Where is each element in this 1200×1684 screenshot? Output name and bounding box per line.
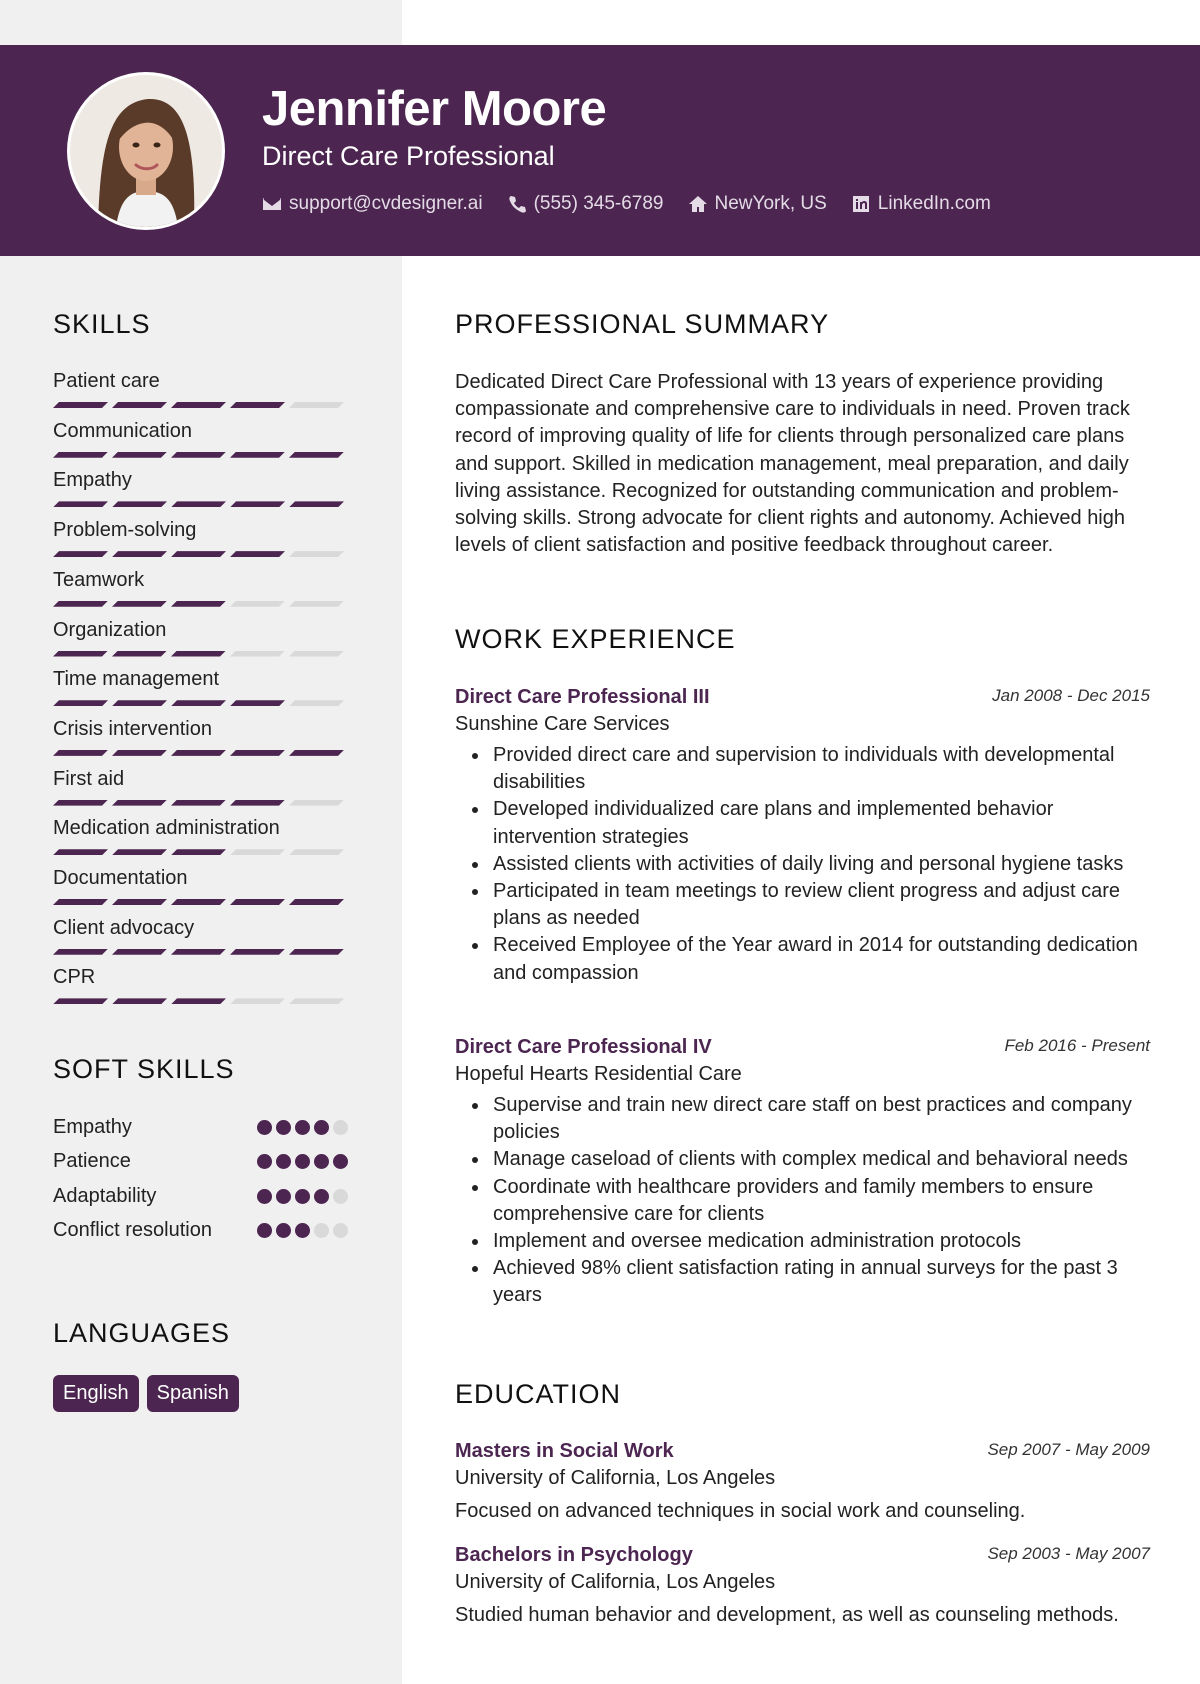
skill-level-segment	[53, 949, 108, 955]
education-entry	[455, 1440, 1150, 1523]
soft-skill-item	[53, 1183, 348, 1210]
soft-skill-item	[53, 1114, 348, 1141]
candidate-title: Direct Care Professional	[262, 141, 555, 171]
skill-level-bar	[53, 849, 348, 855]
skill-level-segment	[289, 849, 344, 855]
contact-email[interactable]	[262, 193, 483, 215]
skill-name: Teamwork	[53, 568, 145, 591]
skill-level-segment	[112, 402, 167, 408]
skill-item	[53, 917, 348, 955]
skill-item	[53, 966, 348, 1004]
skill-level-segment	[53, 998, 108, 1004]
soft-skill-name: Adaptability	[53, 1185, 157, 1207]
job-bullets	[455, 1092, 1150, 1310]
skill-level-segment	[230, 849, 285, 855]
skill-level-segment	[53, 551, 108, 557]
skill-name: Time management	[53, 668, 219, 691]
skill-level-bar	[53, 402, 348, 408]
skill-level-bar	[53, 750, 348, 756]
skill-level-segment	[112, 750, 167, 756]
job-bullet: Participated in team meetings to review client progress and adjust care plans as needed	[455, 878, 1150, 932]
job-bullet: Developed individualized care plans and implemented behavior intervention strategies	[455, 796, 1150, 850]
skill-level-segment	[171, 551, 226, 557]
language-badge: Spanish	[147, 1375, 239, 1412]
job-company: Sunshine Care Services	[455, 713, 670, 735]
skill-level-segment	[53, 800, 108, 806]
header-banner	[0, 45, 1200, 256]
linkedin-icon	[851, 194, 871, 214]
skill-level-segment	[230, 551, 285, 557]
rating-dot	[276, 1154, 291, 1169]
soft-skill-name: Empathy	[53, 1116, 132, 1138]
contact-phone[interactable]	[507, 193, 664, 215]
avatar	[67, 72, 225, 230]
skill-name: CPR	[53, 966, 96, 989]
skill-level-bar	[53, 452, 348, 458]
rating-dot	[295, 1189, 310, 1204]
skill-level-segment	[53, 700, 108, 706]
skill-level-segment	[53, 651, 108, 657]
envelope-icon	[262, 194, 282, 214]
job-bullets	[455, 742, 1150, 987]
skill-level-bar	[53, 651, 348, 657]
skill-level-bar	[53, 899, 348, 905]
skill-level-segment	[289, 700, 344, 706]
skill-level-segment	[112, 899, 167, 905]
skill-level-segment	[289, 998, 344, 1004]
skill-level-segment	[171, 849, 226, 855]
languages-list	[53, 1375, 247, 1412]
skill-item	[53, 569, 348, 607]
skill-name: First aid	[53, 767, 125, 790]
skill-level-segment	[171, 998, 226, 1004]
skill-level-bar	[53, 501, 348, 507]
school-name: University of California, Los Angeles	[455, 1467, 776, 1489]
contact-row	[262, 193, 1015, 215]
job-bullet: Achieved 98% client satisfaction rating in annual surveys for the past 3 years	[455, 1255, 1150, 1309]
rating-dot	[257, 1120, 272, 1135]
skill-item	[53, 619, 348, 657]
skill-name: Documentation	[53, 867, 188, 889]
skill-level-segment	[112, 949, 167, 955]
skill-name: Organization	[53, 618, 167, 641]
skill-level-segment	[112, 849, 167, 855]
rating-dot	[295, 1120, 310, 1135]
skill-name: Empathy	[53, 469, 132, 492]
skill-level-segment	[289, 750, 344, 756]
job-bullet: Implement and oversee medication administration protocols	[455, 1228, 1150, 1255]
education-heading: EDUCATION	[455, 1379, 622, 1409]
skill-level-segment	[112, 601, 167, 607]
skill-level-segment	[171, 501, 226, 507]
job-bullet: Manage caseload of clients with complex medical and behavioral needs	[455, 1146, 1150, 1173]
skill-level-segment	[53, 750, 108, 756]
skill-level-segment	[53, 899, 108, 905]
job-company: Hopeful Hearts Residential Care	[455, 1063, 742, 1085]
soft-skill-name: Patience	[53, 1150, 131, 1172]
degree-title: Masters in Social Work	[455, 1440, 674, 1462]
skill-level-segment	[230, 601, 285, 607]
rating-dot	[295, 1223, 310, 1238]
soft-skill-rating	[253, 1189, 348, 1210]
rating-dot	[314, 1154, 329, 1169]
soft-skill-rating	[253, 1223, 348, 1244]
skill-level-segment	[171, 750, 226, 756]
soft-skill-rating	[253, 1120, 348, 1141]
contact-linkedin-text: LinkedIn.com	[877, 193, 991, 214]
school-name: University of California, Los Angeles	[455, 1571, 776, 1593]
skill-item	[53, 817, 348, 855]
skill-level-segment	[289, 551, 344, 557]
skill-level-bar	[53, 800, 348, 806]
education-dates: Sep 2007 - May 2009	[987, 1440, 1150, 1459]
job-dates: Feb 2016 - Present	[1004, 1036, 1150, 1055]
rating-dot	[333, 1154, 348, 1169]
skill-level-segment	[289, 899, 344, 905]
experience-entry	[455, 1036, 1150, 1310]
skill-level-segment	[112, 501, 167, 507]
contact-linkedin[interactable]	[851, 193, 991, 215]
job-bullet: Received Employee of the Year award in 2014 for outstanding dedication and compassion	[455, 932, 1150, 986]
skill-item	[53, 469, 348, 507]
education-entry	[455, 1544, 1150, 1627]
skill-name: Problem-solving	[53, 519, 197, 542]
rating-dot	[276, 1189, 291, 1204]
skill-level-segment	[230, 452, 285, 458]
skill-item	[53, 867, 348, 905]
rating-dot	[276, 1120, 291, 1135]
skill-level-segment	[171, 949, 226, 955]
skill-level-segment	[230, 800, 285, 806]
candidate-name: Jennifer Moore	[262, 82, 607, 136]
soft-skill-item	[53, 1148, 348, 1175]
languages-heading: LANGUAGES	[53, 1318, 231, 1348]
skill-name: Medication administration	[53, 817, 280, 840]
skill-level-segment	[112, 800, 167, 806]
skill-name: Communication	[53, 419, 192, 442]
skill-level-segment	[171, 899, 226, 905]
skill-level-segment	[171, 800, 226, 806]
skill-item	[53, 768, 348, 806]
skill-level-segment	[289, 601, 344, 607]
skill-level-segment	[289, 501, 344, 507]
skill-level-segment	[112, 700, 167, 706]
rating-dot	[257, 1189, 272, 1204]
skill-level-segment	[171, 402, 226, 408]
skill-level-bar	[53, 551, 348, 557]
skill-level-segment	[230, 949, 285, 955]
home-icon	[688, 194, 708, 214]
skill-level-segment	[112, 551, 167, 557]
experience-heading: WORK EXPERIENCE	[455, 624, 736, 654]
skill-level-segment	[112, 998, 167, 1004]
phone-icon	[507, 194, 527, 214]
profile-photo	[70, 75, 222, 227]
soft-skill-item	[53, 1217, 348, 1244]
skill-item	[53, 668, 348, 706]
education-description: Studied human behavior and development, as well as counseling methods.	[455, 1604, 1119, 1626]
summary-text: Dedicated Direct Care Professional with 13 years of experience providing compassionate and comprehensive care to individuals in need. Proven track record of improving quality of life for clients through personalized care plans and support. Skilled in medication management, meal preparation, and daily living assistance. Recognized for outstanding communication and problem-solving skills. Strong advocate for client rights and autonomy. Achieved high levels of client satisfaction and positive feedback throughout career.	[455, 371, 1130, 557]
skill-item	[53, 420, 348, 458]
job-bullet: Supervise and train new direct care staff on best practices and company policies	[455, 1092, 1150, 1146]
rating-dot	[257, 1223, 272, 1238]
skill-name: Patient care	[53, 370, 160, 392]
rating-dot	[333, 1189, 348, 1204]
skill-level-bar	[53, 700, 348, 706]
contact-location[interactable]	[688, 193, 827, 215]
soft-skill-rating	[253, 1154, 348, 1175]
job-title: Direct Care Professional III	[455, 686, 710, 708]
skill-level-segment	[230, 998, 285, 1004]
skill-level-segment	[230, 651, 285, 657]
skill-level-segment	[230, 402, 285, 408]
skill-level-segment	[230, 700, 285, 706]
skill-item	[53, 370, 348, 408]
skill-level-segment	[289, 402, 344, 408]
rating-dot	[295, 1154, 310, 1169]
job-title: Direct Care Professional IV	[455, 1036, 712, 1058]
skill-level-segment	[53, 452, 108, 458]
job-bullet: Provided direct care and supervision to individuals with developmental disabilities	[455, 742, 1150, 796]
rating-dot	[333, 1120, 348, 1135]
rating-dot	[276, 1223, 291, 1238]
skill-level-segment	[53, 402, 108, 408]
skill-item	[53, 519, 348, 557]
skill-level-bar	[53, 601, 348, 607]
rating-dot	[333, 1223, 348, 1238]
contact-location-text: NewYork, US	[714, 193, 827, 214]
skill-name: Crisis intervention	[53, 717, 212, 740]
contact-email-text: support@cvdesigner.ai	[289, 193, 483, 214]
soft-skill-name: Conflict resolution	[53, 1219, 212, 1241]
job-bullet: Coordinate with healthcare providers and family members to ensure comprehensive care for clients	[455, 1174, 1150, 1228]
skill-name: Client advocacy	[53, 916, 195, 939]
contact-phone-text: (555) 345-6789	[533, 193, 664, 214]
skill-level-segment	[289, 452, 344, 458]
skill-level-segment	[289, 651, 344, 657]
skill-level-segment	[53, 501, 108, 507]
degree-title: Bachelors in Psychology	[455, 1544, 693, 1566]
skill-level-bar	[53, 949, 348, 955]
skill-level-segment	[53, 601, 108, 607]
rating-dot	[314, 1223, 329, 1238]
skills-heading: SKILLS	[53, 309, 151, 339]
skill-level-segment	[171, 700, 226, 706]
skill-level-segment	[230, 899, 285, 905]
skill-level-segment	[230, 501, 285, 507]
skill-level-segment	[171, 651, 226, 657]
rating-dot	[257, 1154, 272, 1169]
skill-level-segment	[289, 949, 344, 955]
education-dates: Sep 2003 - May 2007	[987, 1544, 1150, 1563]
skill-item	[53, 718, 348, 756]
job-bullet: Assisted clients with activities of daily living and personal hygiene tasks	[455, 851, 1150, 878]
rating-dot	[314, 1120, 329, 1135]
education-description: Focused on advanced techniques in social work and counseling.	[455, 1500, 1026, 1522]
skill-level-bar	[53, 998, 348, 1004]
skill-level-segment	[171, 452, 226, 458]
skill-level-segment	[53, 849, 108, 855]
language-badge: English	[53, 1375, 139, 1412]
skill-level-segment	[171, 601, 226, 607]
soft-skills-heading: SOFT SKILLS	[53, 1054, 235, 1084]
skill-level-segment	[112, 651, 167, 657]
experience-entry	[455, 686, 1150, 987]
skill-level-segment	[289, 800, 344, 806]
skill-level-segment	[112, 452, 167, 458]
skill-level-segment	[230, 750, 285, 756]
job-dates: Jan 2008 - Dec 2015	[992, 686, 1150, 705]
rating-dot	[314, 1189, 329, 1204]
summary-heading: PROFESSIONAL SUMMARY	[455, 309, 830, 339]
